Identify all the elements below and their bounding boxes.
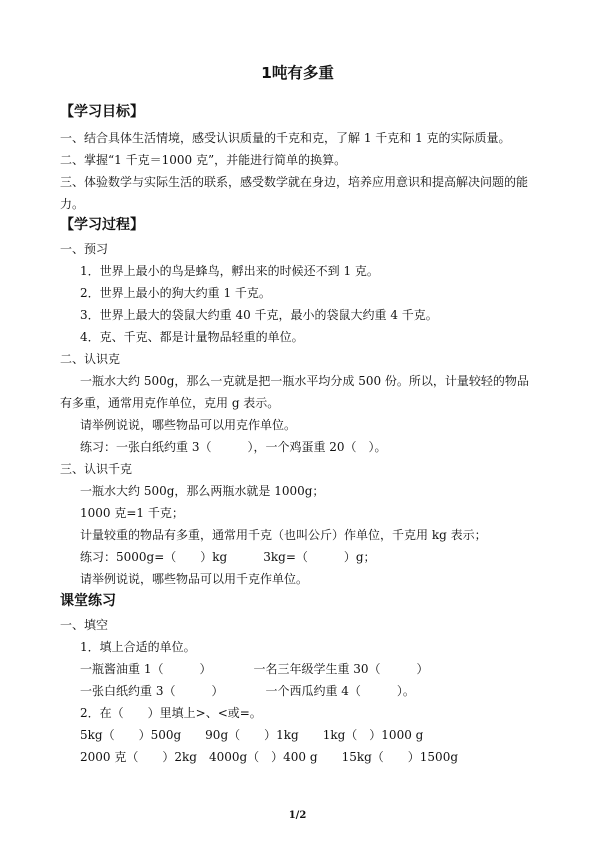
kilogram-heading: 三、认识千克 (60, 462, 133, 476)
gram-ask: 请举例说说，哪些物品可以用克作单位。 (80, 418, 297, 432)
gram-heading: 二、认识克 (60, 352, 121, 366)
preview-item: 3．世界上最大的袋鼠大约重 40 千克，最小的袋鼠大约重 4 千克。 (80, 308, 438, 322)
question-1: 1．填上合适的单位。 (80, 640, 196, 654)
gram-practice: 练习：一张白纸约重 3（ ），一个鸡蛋重 20（ ）。 (80, 440, 387, 454)
goal-item: 三、体验数学与实际生活的联系，感受数学就在身边，培养应用意识和提高解决问题的能力。 (60, 175, 529, 211)
preview-item: 4．克、千克、都是计量物品轻重的单位。 (80, 330, 304, 344)
page-title: 1吨有多重 (261, 64, 334, 82)
preview-item: 1．世界上最小的鸟是蜂鸟，孵出来的时候还不到 1 克。 (80, 264, 379, 278)
preview-heading: 一、预习 (60, 242, 109, 256)
kilogram-ask: 请举例说说，哪些物品可以用千克作单位。 (80, 572, 309, 586)
goal-item: 二、掌握“1 千克＝1000 克”，并能进行简单的换算。 (60, 153, 347, 167)
kilogram-line: 计量较重的物品有多重，通常用千克（也叫公斤）作单位，千克用 kg 表示； (80, 528, 487, 542)
question-1-row: 一瓶酱油重 1（ ） 一名三年级学生重 30（ ） (80, 662, 429, 676)
goal-item: 一、结合具体生活情境，感受认识质量的千克和克，了解 1 千克和 1 克的实际质量。 (60, 131, 511, 145)
page-number: 1/2 (288, 810, 307, 821)
process-heading: 【学习过程】 (60, 217, 144, 233)
goals-heading: 【学习目标】 (60, 104, 144, 120)
fill-heading: 一、填空 (60, 618, 109, 632)
kilogram-practice: 练习：5000g=（ ）kg 3kg=（ ）g； (80, 550, 376, 564)
question-2: 2．在（ ）里填上>、<或=。 (80, 706, 262, 720)
classroom-heading: 课堂练习 (60, 593, 116, 609)
question-1-row: 一张白纸约重 3（ ） 一个西瓜约重 4（ ）。 (80, 684, 415, 698)
question-2-row: 2000 克（ ）2kg 4000g（ ）400 g 15kg（ ）1500g (80, 750, 459, 764)
question-2-row: 5kg（ ）500g 90g（ ）1kg 1kg（ ）1000 g (80, 728, 424, 742)
kilogram-line: 1000 克=1 千克； (80, 506, 184, 520)
preview-item: 2．世界上最小的狗大约重 1 千克。 (80, 286, 271, 300)
gram-paragraph: 一瓶水大约 500g，那么一克就是把一瓶水平均分成 500 份。所以，计量较轻的物品有多重，通常用克作单位，克用 g 表示。 (60, 374, 529, 410)
kilogram-line: 一瓶水大约 500g，那么两瓶水就是 1000g； (80, 484, 325, 498)
